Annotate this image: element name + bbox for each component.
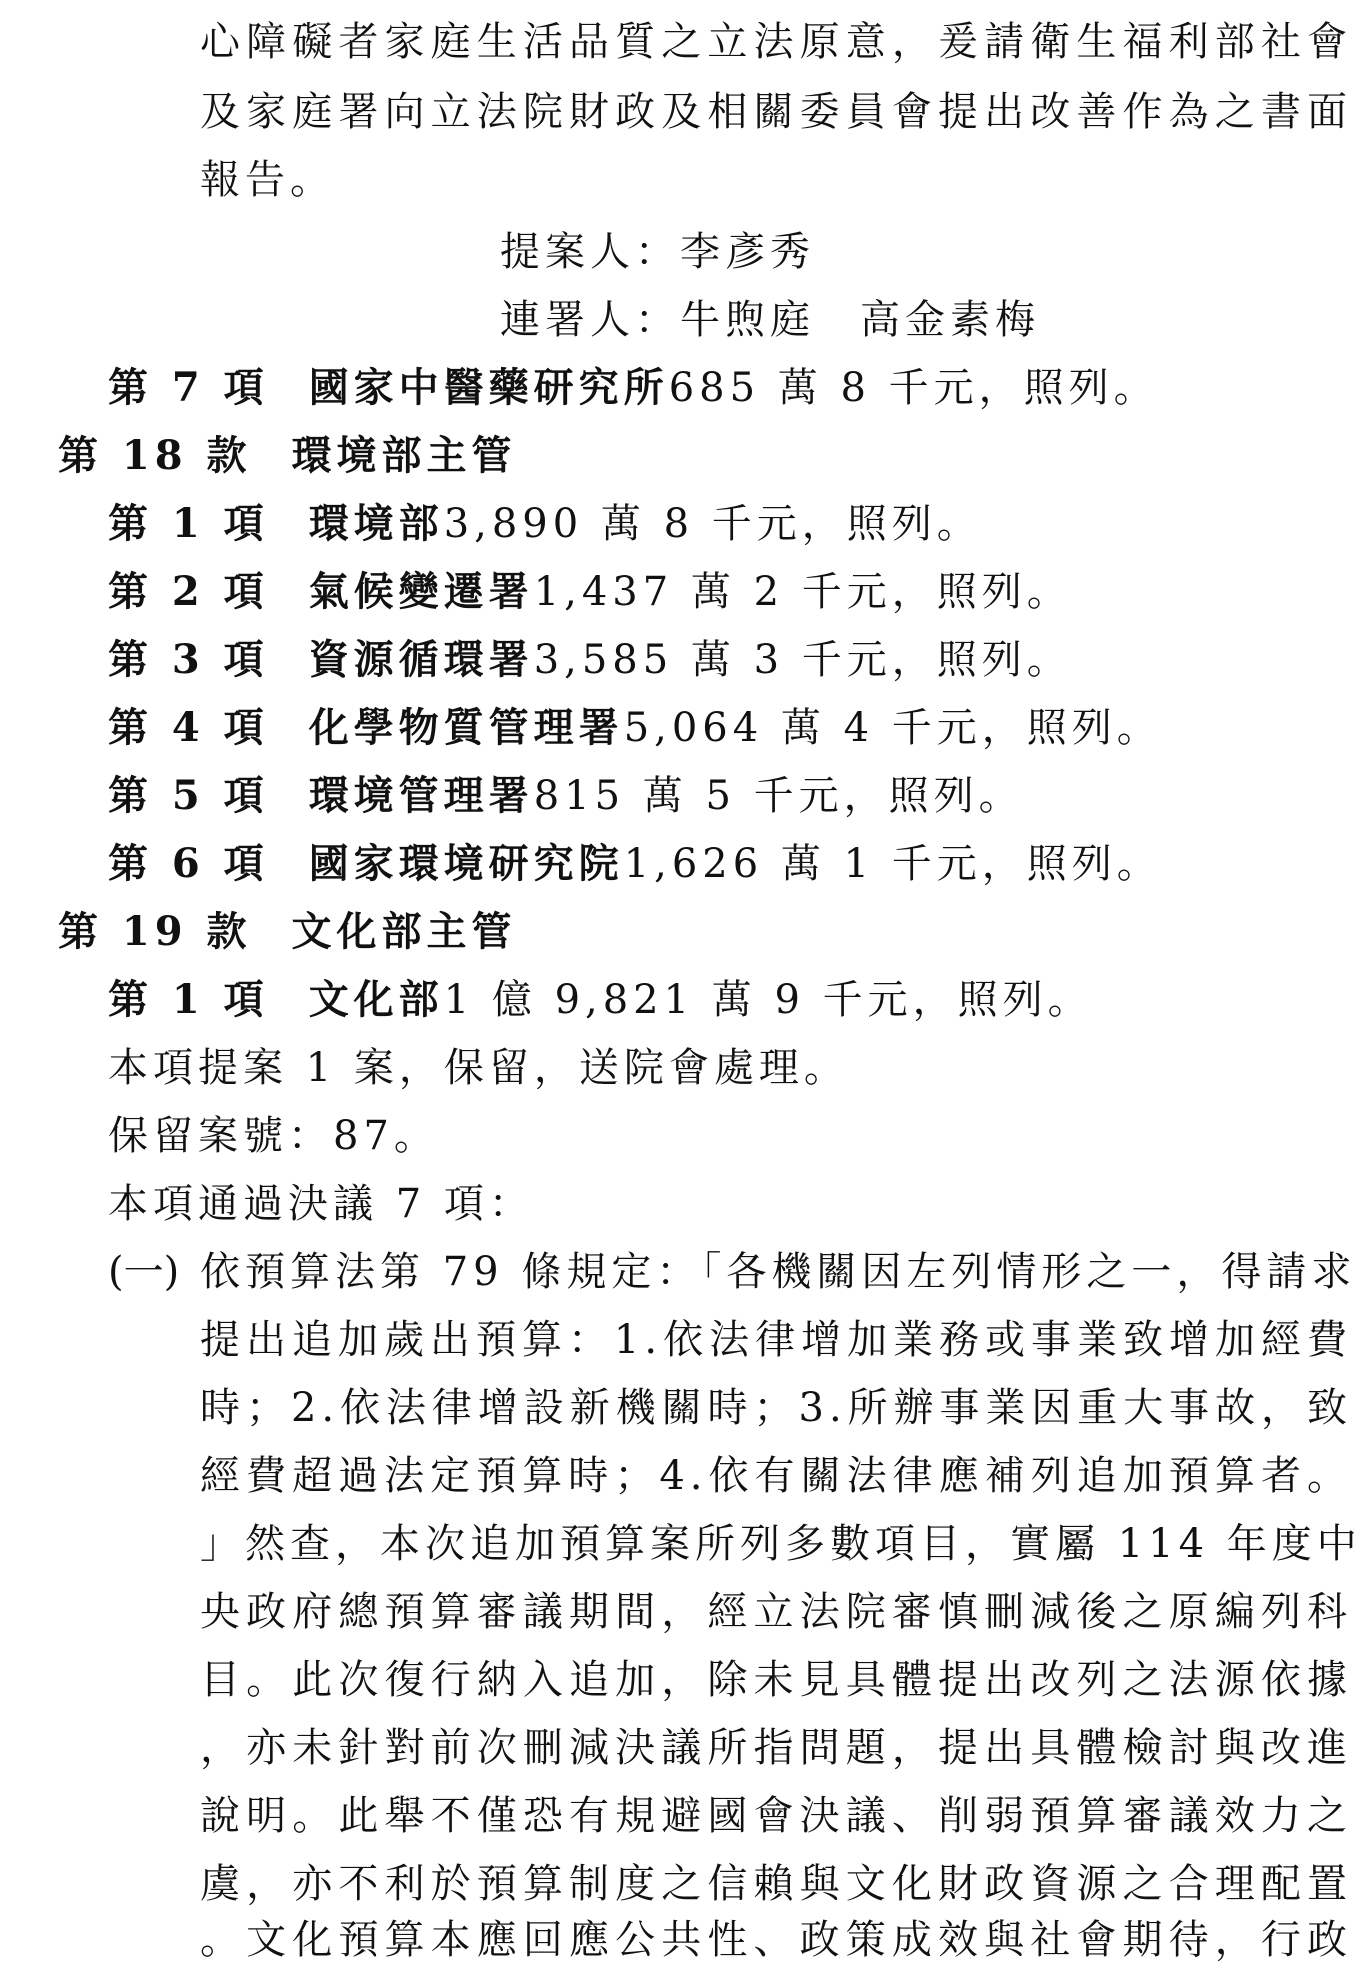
item-label: 第 3 項 [108, 636, 269, 683]
proposer-line: 提案人：李彥秀 [500, 229, 815, 275]
item-label: 第 7 項 [108, 364, 269, 411]
resolution-line-3: 時；2.依法律增設新機關時；3.所辦事業因重大事故，致 [200, 1385, 1352, 1431]
agency-name: 環境部 [308, 500, 444, 547]
item-amount: 1,437 萬 2 千元，照列。 [533, 569, 1072, 615]
resolution-line-9: 說明。此舉不僅恐有規避國會決議、削弱預算審議效力之 [200, 1793, 1352, 1839]
intro-line-3: 報告。 [200, 157, 335, 203]
item-amount: 1,626 萬 1 千元，照列。 [623, 841, 1162, 887]
budget-item-18-5 [108, 768, 1024, 824]
budget-item-7 [108, 360, 1159, 416]
agency-name: 化學物質管理署 [308, 704, 624, 751]
budget-item-18-2 [108, 564, 1072, 620]
resolution-line-10: 虞，亦不利於預算制度之信賴與文化財政資源之合理配置 [200, 1861, 1352, 1907]
resolution-line-6: 央政府總預算審議期間，經立法院審慎刪減後之原編列科 [200, 1589, 1352, 1635]
budget-item-18-4 [108, 700, 1162, 756]
section-label: 第 18 款 [58, 432, 252, 479]
note-resolutions: 本項通過決議 7 項： [108, 1181, 534, 1227]
agency-name: 國家中醫藥研究所 [308, 364, 669, 411]
resolution-line-8: ，亦未針對前次刪減決議所指問題，提出具體檢討與改進 [200, 1725, 1352, 1771]
section-19-heading [58, 904, 517, 960]
budget-item-18-1 [108, 496, 982, 552]
section-label: 第 19 款 [58, 908, 252, 955]
section-title: 文化部主管 [291, 908, 517, 955]
resolution-line-1: 依預算法第 79 條規定：「各機關因左列情形之一，得請求 [200, 1249, 1357, 1295]
note-proposals: 本項提案 1 案，保留，送院會處理。 [108, 1045, 849, 1091]
item-label: 第 6 項 [108, 840, 269, 887]
budget-item-18-3 [108, 632, 1072, 688]
item-amount: 3,890 萬 8 千元，照列。 [443, 501, 982, 547]
item-label: 第 2 項 [108, 568, 269, 615]
resolution-line-2: 提出追加歲出預算：1.依法律增加業務或事業致增加經費 [200, 1317, 1352, 1363]
item-amount: 5,064 萬 4 千元，照列。 [623, 705, 1162, 751]
resolution-line-5: 」然查，本次追加預算案所列多數項目，實屬 114 年度中 [200, 1521, 1362, 1567]
agency-name: 文化部 [308, 976, 444, 1023]
item-label: 第 1 項 [108, 976, 269, 1023]
item-amount: 685 萬 8 千元，照列。 [668, 365, 1159, 411]
section-18-heading [58, 428, 517, 484]
resolution-line-4: 經費超過法定預算時；4.依有關法律應補列追加預算者。 [200, 1453, 1352, 1499]
agency-name: 氣候變遷署 [308, 568, 534, 615]
intro-line-2: 及家庭署向立法院財政及相關委員會提出改善作為之書面 [200, 89, 1352, 135]
agency-name: 國家環境研究院 [308, 840, 624, 887]
resolution-line-7: 目。此次復行納入追加，除未見具體提出改列之法源依據 [200, 1657, 1352, 1703]
item-label: 第 1 項 [108, 500, 269, 547]
item-amount: 1 億 9,821 萬 9 千元，照列。 [443, 977, 1093, 1023]
item-amount: 815 萬 5 千元，照列。 [533, 773, 1024, 819]
intro-line-1: 心障礙者家庭生活品質之立法原意，爰請衛生福利部社會 [200, 19, 1352, 65]
agency-name: 資源循環署 [308, 636, 534, 683]
resolution-line-11: 。文化預算本應回應公共性、政策成效與社會期待，行政 [200, 1917, 1352, 1963]
budget-item-18-6 [108, 836, 1162, 892]
item-label: 第 5 項 [108, 772, 269, 819]
item-label: 第 4 項 [108, 704, 269, 751]
section-title: 環境部主管 [291, 432, 517, 479]
agency-name: 環境管理署 [308, 772, 534, 819]
note-reserved-number: 保留案號：87。 [108, 1113, 439, 1159]
cosigners-line: 連署人：牛煦庭 高金素梅 [500, 297, 1040, 343]
budget-item-19-1 [108, 972, 1093, 1028]
item-amount: 3,585 萬 3 千元，照列。 [533, 637, 1072, 683]
resolution-marker: (一) [108, 1249, 180, 1295]
